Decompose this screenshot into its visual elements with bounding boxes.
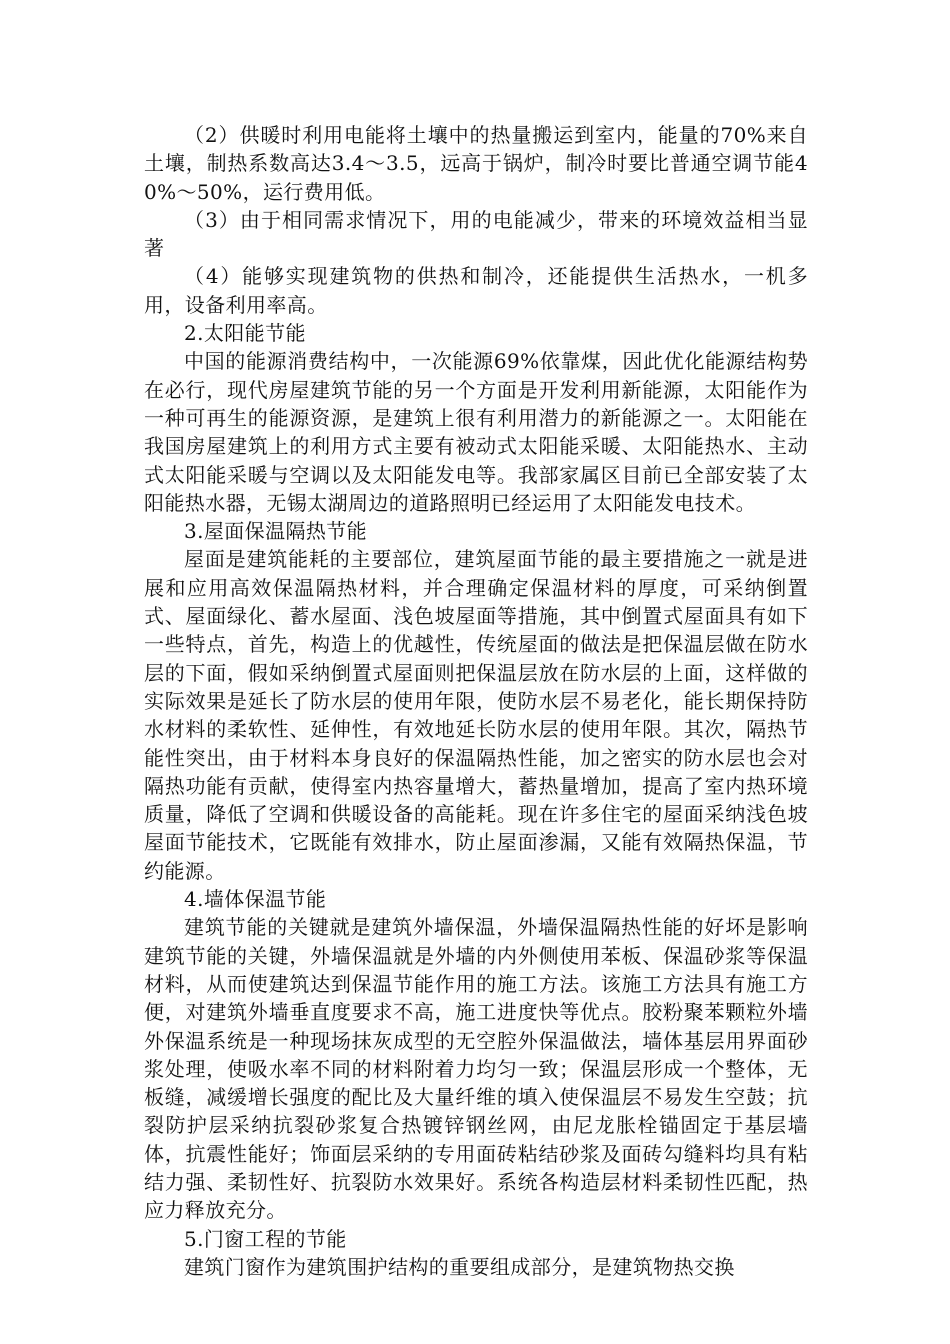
paragraph-roof-insulation: 屋面是建筑能耗的主要部位，建筑屋面节能的最主要措施之一就是进展和应用高效保温隔热材料，并合理确定保温材料的厚度，可采纳倒置式、屋面绿化、蓄水屋面、浅色坡屋面等措施，其中倒置式屋面具有如下一些特点，首先，构造上的优越性，传统屋面的做法是把保温层做在防水层的下面，假如采纳倒置式屋面则把保温层放在防水层的上面，这样做的实际效果是延长了防水层的使用年限，使防水层不易老化，能长期保持防水材料的柔软性、延伸性，有效地延长防水层的使用年限。其次，隔热节能性突出，由于材料本身良好的保温隔热性能，加之密实的防水层也会对隔热功能有贡献，使得室内热容量增大，蓄热量增加，提高了室内热环境质量，降低了空调和供暖设备的高能耗。现在许多住宅的屋面采纳浅色坡屋面节能技术，它既能有效排水，防止屋面渗漏，又能有效隔热保温，节约能源。 — [144, 547, 808, 883]
paragraph-heat-pump-2: （2）供暖时利用电能将土壤中的热量搬运到室内，能量的70%来自土壤，制热系数高达3.4～3.5，远高于锅炉，制冷时要比普通空调节能40%～50%，运行费用低。 — [144, 123, 808, 204]
paragraph-heat-pump-3: （3）由于相同需求情况下，用的电能减少，带来的环境效益相当显著 — [144, 207, 808, 261]
paragraph-heat-pump-4: （4）能够实现建筑物的供热和制冷，还能提供生活热水，一机多用，设备利用率高。 — [144, 264, 808, 317]
heading-doors-windows: 5.门窗工程的节能 — [184, 1226, 347, 1251]
heading-solar-energy: 2.太阳能节能 — [184, 321, 306, 346]
document-body — [144, 121, 808, 1281]
paragraph-solar-energy: 中国的能源消费结构中，一次能源69%依靠煤，因此优化能源结构势在必行，现代房屋建筑节能的另一个方面是开发利用新能源，太阳能作为一种可再生的能源资源，是建筑上很有利用潜力的新能源之一。太阳能在我国房屋建筑上的利用方式主要有被动式太阳能采暖、太阳能热水、主动式太阳能采暖与空调以及太阳能发电等。我部家属区目前已全部安装了太阳能热水器，无锡太湖周边的道路照明已经运用了太阳能发电技术。 — [144, 349, 808, 515]
paragraph-wall-insulation: 建筑节能的关键就是建筑外墙保温，外墙保温隔热性能的好坏是影响建筑节能的关键，外墙保温就是外墙的内外侧使用苯板、保温砂浆等保温材料，从而使建筑达到保温节能作用的施工方法。该施工方法具有施工方便，对建筑外墙垂直度要求不高，施工进度快等优点。胶粉聚苯颗粒外墙外保温系统是一种现场抹灰成型的无空腔外保温做法，墙体基层用界面砂浆处理，使吸水率不同的材料附着力均匀一致；保温层形成一个整体，无板缝，减缓增长强度的配比及大量纤维的填入使保温层不易发生空鼓；抗裂防护层采纳抗裂砂浆复合热镀锌钢丝网，由尼龙胀栓锚固定于基层墙体，抗震性能好；饰面层采纳的专用面砖粘结砂浆及面砖勾缝料均具有粘结力强、柔韧性好、抗裂防水效果好。系统各构造层材料柔韧性匹配，热应力释放充分。 — [144, 915, 808, 1223]
heading-wall-insulation: 4.墙体保温节能 — [184, 887, 327, 912]
paragraph-doors-windows: 建筑门窗作为建筑围护结构的重要组成部分，是建筑物热交换 — [184, 1254, 735, 1279]
heading-roof-insulation: 3.屋面保温隔热节能 — [184, 519, 368, 544]
